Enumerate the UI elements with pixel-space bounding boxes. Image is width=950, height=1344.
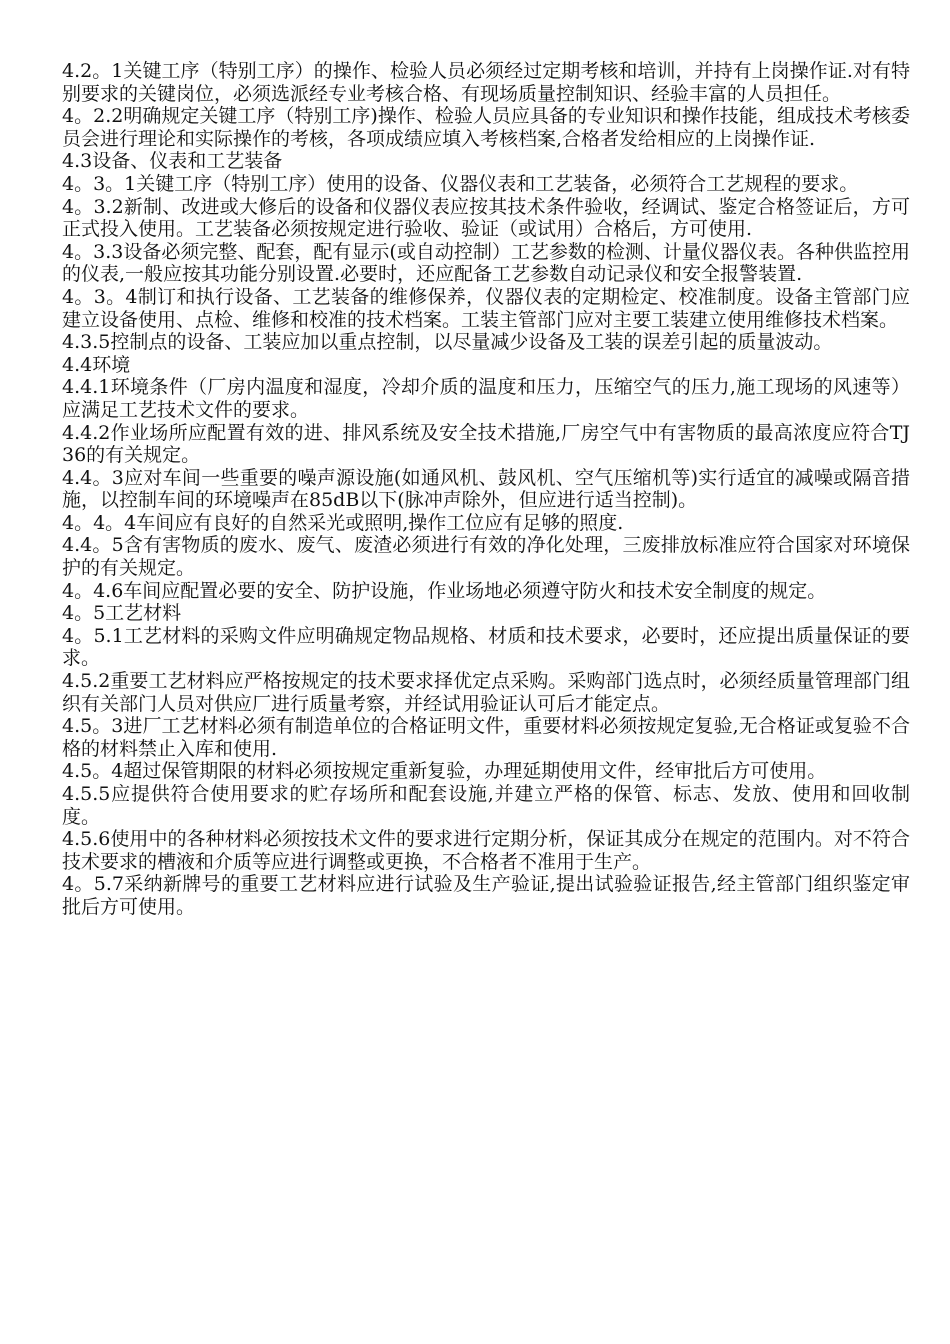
paragraph-4-5-4: 4.5。4超过保管期限的材料必须按规定重新复验，办理延期使用文件，经审批后方可使用。 bbox=[62, 760, 827, 783]
section-heading-4-5: 4。5工艺材料 bbox=[62, 602, 182, 625]
paragraph-4-5-6: 4.5.6使用中的各种材料必须按技术文件的要求进行定期分析，保证其成分在规定的范围内。对不符合技术要求的槽液和介质等应进行调整或更换，不合格者不准用于生产。 bbox=[62, 828, 910, 873]
paragraph-4-3-2: 4。3.2新制、改进或大修后的设备和仪器仪表应按其技术条件验收，经调试、鉴定合格签证后，方可正式投入使用。工艺装备必须按规定进行验收、验证（或试用）合格后，方可使用. bbox=[62, 195, 910, 241]
paragraph-4-4-2: 4.4.2作业场所应配置有效的进、排风系统及安全技术措施,厂房空气中有害物质的最高浓度应符合TJ 36的有关规定。 bbox=[62, 421, 910, 467]
section-heading-4-3: 4.3设备、仪表和工艺装备 bbox=[62, 150, 283, 173]
paragraph-4-3-5: 4.3.5控制点的设备、工装应加以重点控制，以尽量减少设备及工装的误差引起的质量波动。 bbox=[62, 331, 833, 354]
paragraph-4-5-2: 4.5.2重要工艺材料应严格按规定的技术要求择优定点采购。采购部门选点时，必须经质量管理部门组织有关部门人员对供应厂进行质量考察，并经试用验证认可后才能定点。 bbox=[62, 670, 910, 715]
paragraph-4-4-4: 4。4。4车间应有良好的自然采光或照明,操作工位应有足够的照度. bbox=[62, 511, 624, 534]
document-body bbox=[62, 60, 910, 919]
paragraph-4-4-3: 4.4。3应对车间一些重要的噪声源设施(如通风机、鼓风机、空气压缩机等)实行适宜的减噪或隔音措施，以控制车间的环境噪声在85dB以下(脉冲声除外，但应进行适当控制)。 bbox=[62, 466, 910, 512]
paragraph-4-3-3: 4。3.3设备必须完整、配套，配有显示(或自动控制）工艺参数的检测、计量仪器仪表。各种供监控用的仪表,一般应按其功能分别设置.必要时，还应配备工艺参数自动记录仪和安全报警装置. bbox=[62, 240, 910, 286]
paragraph-4-2-1: 4.2。1关键工序（特别工序）的操作、检验人员必须经过定期考核和培训，并持有上岗操作证.对有特别要求的关键岗位，必须选派经专业考核合格、有现场质量控制知识、经验丰富的人员担任。 bbox=[62, 60, 910, 105]
section-heading-4-4: 4.4环境 bbox=[62, 353, 131, 376]
paragraph-4-4-1: 4.4.1环境条件（厂房内温度和湿度，冷却介质的温度和压力，压缩空气的压力,施工现场的风速等）应满足工艺技术文件的要求。 bbox=[62, 376, 910, 421]
paragraph-4-5-3: 4.5。3进厂工艺材料必须有制造单位的合格证明文件，重要材料必须按规定复验,无合格证或复验不合格的材料禁止入库和使用. bbox=[62, 715, 910, 760]
paragraph-4-5-5: 4.5.5应提供符合使用要求的贮存场所和配套设施,并建立严格的保管、标志、发放、使用和回收制度。 bbox=[62, 783, 910, 828]
paragraph-4-4-5: 4.4。5含有害物质的废水、废气、废渣必须进行有效的净化处理，三废排放标准应符合国家对环境保护的有关规定。 bbox=[62, 534, 910, 580]
paragraph-4-3-4: 4。3。4制订和执行设备、工艺装备的维修保养，仪器仪表的定期检定、校准制度。设备主管部门应建立设备使用、点检、维修和校准的技术档案。工装主管部门应对主要工装建立使用维修技术档案。 bbox=[62, 285, 910, 331]
paragraph-4-2-2: 4。2.2明确规定关键工序（特别工序)操作、检验人员应具备的专业知识和操作技能，组成技术考核委员会进行理论和实际操作的考核，各项成绩应填入考核档案,合格者发给相应的上岗操作证. bbox=[62, 105, 910, 150]
paragraph-4-5-1: 4。5.1工艺材料的采购文件应明确规定物品规格、材质和技术要求，必要时，还应提出质量保证的要求。 bbox=[62, 624, 910, 670]
paragraph-4-3-1: 4。3。1关键工序（特别工序）使用的设备、仪器仪表和工艺装备，必须符合工艺规程的要求。 bbox=[62, 172, 859, 195]
paragraph-4-5-7: 4。5.7采纳新牌号的重要工艺材料应进行试验及生产验证,提出试验验证报告,经主管部门组织鉴定审批后方可使用。 bbox=[62, 873, 910, 918]
paragraph-4-4-6: 4。4.6车间应配置必要的安全、防护设施，作业场地必须遵守防火和技术安全制度的规定。 bbox=[62, 579, 827, 602]
